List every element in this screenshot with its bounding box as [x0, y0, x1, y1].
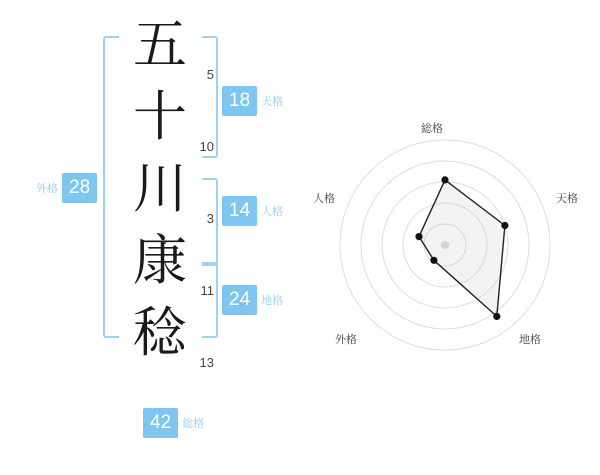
radar-axis-label-chikaku: 地格	[519, 333, 541, 346]
gaikaku-value: 28	[62, 173, 97, 203]
stroke-count: 10	[199, 139, 214, 154]
stroke-count: 11	[200, 283, 214, 298]
radar-series-polygon	[419, 180, 505, 317]
radar-axis-label-tenkaku: 天格	[556, 192, 578, 205]
jinkaku-label: 人格	[261, 205, 284, 218]
kanji-character: 十	[133, 85, 187, 148]
kanji-cell	[130, 84, 214, 156]
radar-chart-panel	[310, 0, 600, 470]
soukaku-value: 42	[143, 408, 178, 438]
radar-data-point	[415, 233, 422, 240]
soukaku-badge	[143, 408, 204, 438]
tenkaku-badge	[222, 86, 283, 116]
jinkaku-value: 14	[222, 196, 257, 226]
radar-data-point	[501, 222, 508, 229]
tenkaku-bracket	[199, 36, 218, 158]
radar-chart	[310, 0, 600, 470]
tenkaku-value: 18	[222, 86, 257, 116]
chikaku-label: 地格	[261, 294, 284, 307]
radar-data-point	[430, 257, 437, 264]
kanji-character: 康	[133, 229, 187, 292]
stroke-count: 13	[199, 355, 214, 370]
chikaku-badge	[222, 285, 283, 315]
gaikaku-badge	[36, 173, 97, 203]
kanji-cell	[130, 228, 214, 300]
gaikaku-bracket	[103, 36, 119, 338]
kanji-column	[130, 12, 214, 372]
soukaku-label: 総格	[182, 417, 205, 430]
radar-axis-label-gaikaku: 外格	[335, 333, 357, 346]
gaikaku-label: 外格	[36, 182, 58, 195]
kanji-cell	[130, 300, 214, 372]
kanji-character: 五	[133, 13, 187, 76]
chikaku-value: 24	[222, 285, 257, 315]
kanji-character: 稔	[133, 301, 187, 364]
radar-data-point	[493, 313, 500, 320]
stroke-count: 5	[206, 67, 214, 82]
radar-data-point	[441, 176, 448, 183]
radar-axis-label-soukaku: 総格	[421, 122, 443, 135]
jinkaku-badge	[222, 196, 283, 226]
tenkaku-label: 天格	[261, 95, 284, 108]
kanji-cell	[130, 156, 214, 228]
jinkaku-bracket	[202, 178, 218, 266]
kanji-character: 川	[133, 157, 187, 220]
radar-axis-label-jinkaku: 人格	[313, 192, 335, 205]
kanji-cell	[130, 12, 214, 84]
stroke-count: 3	[206, 211, 214, 226]
chikaku-bracket	[202, 262, 218, 338]
